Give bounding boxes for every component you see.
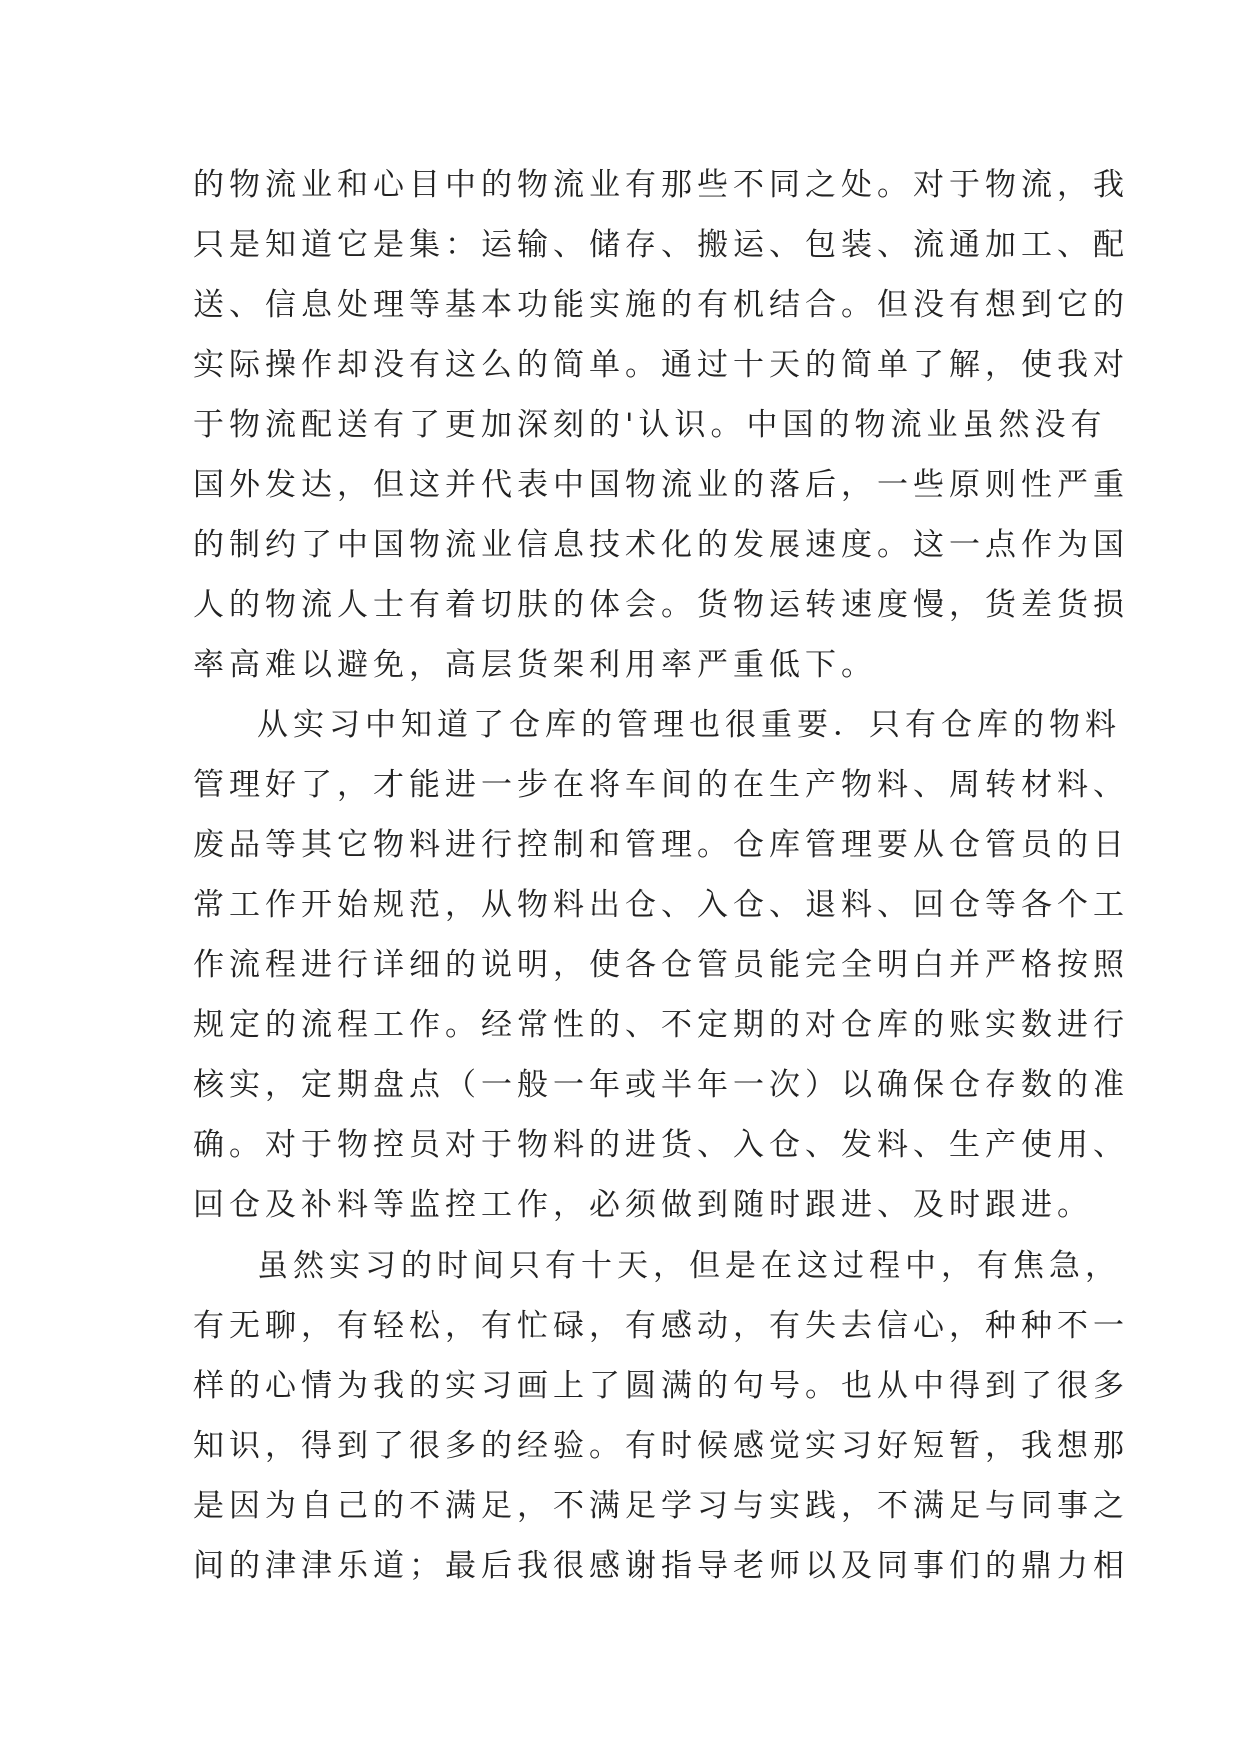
text-line: 实际操作却没有这么的简单。通过十天的简单了解，使我对 [193,347,1129,383]
text-line: 送、信息处理等基本功能实施的有机结合。但没有想到它的 [193,287,1129,323]
text-line: 回仓及补料等监控工作，必须做到随时跟进、及时跟进。 [193,1187,1093,1223]
text-line: 知识，得到了很多的经验。有时候感觉实习好短暂，我想那 [193,1428,1129,1464]
text-line: 间的津津乐道；最后我很感谢指导老师以及同事们的鼎力相 [193,1548,1129,1584]
text-line: 规定的流程工作。经常性的、不定期的对仓库的账实数进行 [193,1007,1129,1043]
text-line: 是因为自己的不满足，不满足学习与实践，不满足与同事之 [193,1488,1129,1524]
text-line: 国外发达，但这并代表中国物流业的落后，一些原则性严重 [193,467,1129,503]
text-line: 率高难以避免，高层货架利用率严重低下。 [193,647,877,683]
text-line: 的制约了中国物流业信息技术化的发展速度。这一点作为国 [193,527,1129,563]
text-line: 样的心情为我的实习画上了圆满的句号。也从中得到了很多 [193,1368,1129,1404]
text-line: 确。对于物控员对于物料的进货、入仓、发料、生产使用、 [193,1127,1129,1163]
text-line: 虽然实习的时间只有十天，但是在这过程中，有焦急， [257,1248,1121,1284]
text-line: 于物流配送有了更加深刻的'认识。中国的物流业虽然没有 [193,407,1107,443]
text-line: 常工作开始规范，从物料出仓、入仓、退料、回仓等各个工 [193,887,1129,923]
text-line: 作流程进行详细的说明，使各仓管员能完全明白并严格按照 [193,947,1129,983]
text-line: 只是知道它是集：运输、储存、搬运、包装、流通加工、配 [193,227,1129,263]
text-line: 人的物流人士有着切肤的体会。货物运转速度慢，货差货损 [193,587,1129,623]
text-line: 废品等其它物料进行控制和管理。仓库管理要从仓管员的日 [193,827,1129,863]
text-line: 管理好了，才能进一步在将车间的在生产物料、周转材料、 [193,767,1129,803]
text-line: 的物流业和心目中的物流业有那些不同之处。对于物流，我 [193,167,1129,203]
text-line: 从实习中知道了仓库的管理也很重要．只有仓库的物料 [257,707,1121,743]
text-line: 有无聊，有轻松，有忙碌，有感动，有失去信心，种种不一 [193,1308,1129,1344]
text-line: 核实，定期盘点（一般一年或半年一次）以确保仓存数的准 [193,1067,1129,1103]
